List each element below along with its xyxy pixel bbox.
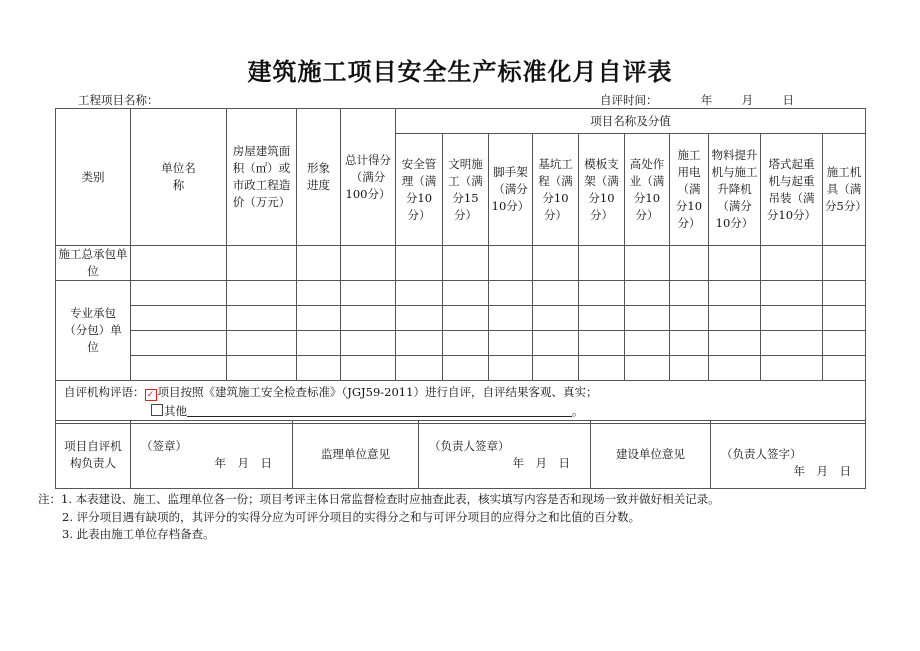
- score-cell[interactable]: [761, 246, 823, 281]
- score-cell[interactable]: [396, 246, 443, 281]
- header-progress: 形象进度: [297, 109, 341, 246]
- option1-text: 项目按照《建筑施工安全检查标准》（JGJ59-2011）进行自评，自评结果客观、真实；: [157, 385, 598, 399]
- self-eval-head-label: 项目自评机构负责人: [56, 421, 131, 489]
- header-item: 脚手架（满分10分）: [489, 134, 533, 246]
- score-cell[interactable]: [341, 356, 396, 381]
- score-cell[interactable]: [625, 306, 670, 331]
- score-cell[interactable]: [761, 306, 823, 331]
- header-item: 施工机具（满分5分）: [823, 134, 866, 246]
- supervisor-sign-cell[interactable]: [419, 421, 591, 489]
- score-cell[interactable]: [131, 246, 227, 281]
- option1-checkbox[interactable]: ✓: [145, 389, 157, 401]
- score-cell[interactable]: [709, 306, 761, 331]
- score-cell[interactable]: [533, 306, 579, 331]
- signature-table: [55, 420, 866, 489]
- score-cell[interactable]: [297, 281, 341, 306]
- score-cell[interactable]: [533, 281, 579, 306]
- score-cell[interactable]: [227, 356, 297, 381]
- score-cell[interactable]: [443, 331, 489, 356]
- sign-date: 年 月 日: [793, 463, 851, 478]
- self-eval-date: [600, 92, 794, 108]
- score-cell[interactable]: [761, 331, 823, 356]
- score-cell[interactable]: [131, 306, 227, 331]
- header-item: 高处作业（满分10分）: [625, 134, 670, 246]
- score-cell[interactable]: [533, 331, 579, 356]
- score-cell[interactable]: [341, 306, 396, 331]
- score-cell[interactable]: [625, 331, 670, 356]
- header-total: 总计得分（满分100分）: [341, 109, 396, 246]
- score-cell[interactable]: [297, 306, 341, 331]
- day-label: 日: [782, 93, 794, 107]
- score-cell[interactable]: [443, 356, 489, 381]
- score-cell[interactable]: [579, 281, 625, 306]
- score-cell[interactable]: [579, 306, 625, 331]
- score-cell[interactable]: [579, 246, 625, 281]
- header-unit-name: 单位名称: [131, 109, 227, 246]
- row-general-contractor: 施工总承包单位: [56, 246, 131, 281]
- header-item: 塔式起重机与起重吊装（满分10分）: [761, 134, 823, 246]
- page-title: 建筑施工项目安全生产标准化月自评表: [247, 57, 673, 86]
- other-input-line[interactable]: [187, 404, 572, 417]
- score-cell[interactable]: [625, 246, 670, 281]
- score-cell[interactable]: [670, 331, 709, 356]
- header-item: 基坑工程（满分10分）: [533, 134, 579, 246]
- score-cell[interactable]: [533, 356, 579, 381]
- score-cell[interactable]: [131, 356, 227, 381]
- self-eval-comment: [56, 381, 866, 424]
- score-cell[interactable]: [443, 306, 489, 331]
- score-cell[interactable]: [823, 246, 866, 281]
- score-cell[interactable]: [761, 356, 823, 381]
- score-cell[interactable]: [489, 331, 533, 356]
- project-name-label: 工程项目名称：: [78, 93, 159, 107]
- note-2: 2. 评分项目遇有缺项的，其评分的实得分应为可评分项目的实得分之和与可评分项目的应得分之和比值的百分数。: [62, 509, 641, 524]
- year-label: 年: [700, 93, 713, 107]
- score-cell[interactable]: [341, 331, 396, 356]
- note-3: 3. 此表由施工单位存档备查。: [62, 527, 215, 541]
- score-cell[interactable]: [131, 331, 227, 356]
- score-cell[interactable]: [131, 281, 227, 306]
- header-item: 文明施工（满分15分）: [443, 134, 489, 246]
- score-cell[interactable]: [227, 331, 297, 356]
- builder-sign-label: （负责人签字）: [721, 446, 802, 461]
- note-1: 注：1. 本表建设、施工、监理单位各一份；项目考评主体日常监督检查时应抽查此表，核实填写内容是否和现场一致并做好相关记录。: [38, 492, 720, 506]
- score-cell[interactable]: [297, 331, 341, 356]
- supervisor-opinion-label: 监理单位意见: [293, 421, 419, 489]
- comment-label: 自评机构评语：: [64, 385, 145, 399]
- score-cell[interactable]: [709, 281, 761, 306]
- notes: [38, 491, 720, 544]
- score-cell[interactable]: [489, 306, 533, 331]
- score-cell[interactable]: [533, 246, 579, 281]
- score-cell[interactable]: [709, 331, 761, 356]
- score-cell[interactable]: [396, 306, 443, 331]
- option2-end: 。: [572, 404, 584, 418]
- seal-label: （签章）: [141, 438, 187, 453]
- score-cell[interactable]: [443, 246, 489, 281]
- header-area: 房屋建筑面积（㎡）或市政工程造价（万元）: [227, 109, 297, 246]
- header-item: 物料提升机与施工升降机（满分10分）: [709, 134, 761, 246]
- supervisor-sign-label: （负责人签章）: [429, 438, 510, 453]
- score-cell[interactable]: [670, 306, 709, 331]
- self-eval-sign-cell[interactable]: [131, 421, 293, 489]
- score-cell[interactable]: [489, 246, 533, 281]
- score-cell[interactable]: [670, 246, 709, 281]
- score-cell[interactable]: [761, 281, 823, 306]
- score-cell[interactable]: [709, 246, 761, 281]
- score-cell[interactable]: [396, 356, 443, 381]
- score-cell[interactable]: [823, 356, 866, 381]
- score-cell[interactable]: [670, 356, 709, 381]
- header-item: 施工用电（满分10分）: [670, 134, 709, 246]
- score-cell[interactable]: [297, 246, 341, 281]
- sign-date: 年 月 日: [512, 455, 570, 470]
- score-cell[interactable]: [709, 356, 761, 381]
- score-cell[interactable]: [341, 246, 396, 281]
- sign-date: 年 月 日: [214, 455, 272, 470]
- score-cell[interactable]: [297, 356, 341, 381]
- date-label: 自评时间：: [600, 93, 658, 107]
- score-cell[interactable]: [341, 281, 396, 306]
- option2-text: 其他: [164, 404, 187, 418]
- score-cell[interactable]: [396, 281, 443, 306]
- header-items-group: 项目名称及分值: [396, 109, 866, 134]
- score-cell[interactable]: [489, 356, 533, 381]
- month-label: 月: [741, 93, 754, 107]
- score-cell[interactable]: [227, 246, 297, 281]
- header-category: 类别: [56, 109, 131, 246]
- score-cell[interactable]: [396, 331, 443, 356]
- header-item: 模板支架（满分10分）: [579, 134, 625, 246]
- score-cell[interactable]: [625, 356, 670, 381]
- score-cell[interactable]: [227, 306, 297, 331]
- score-cell[interactable]: [579, 356, 625, 381]
- option2-checkbox[interactable]: [151, 404, 163, 416]
- score-cell[interactable]: [823, 306, 866, 331]
- score-cell[interactable]: [443, 281, 489, 306]
- score-cell[interactable]: [227, 281, 297, 306]
- score-cell[interactable]: [823, 281, 866, 306]
- builder-opinion-label: 建设单位意见: [591, 421, 711, 489]
- header-item: 安全管理（满分10分）: [396, 134, 443, 246]
- row-specialty-contractor: 专业承包（分包）单位: [56, 281, 131, 381]
- score-cell[interactable]: [625, 281, 670, 306]
- score-cell[interactable]: [823, 331, 866, 356]
- score-cell[interactable]: [670, 281, 709, 306]
- builder-sign-cell[interactable]: [711, 421, 866, 489]
- score-table: [55, 108, 866, 424]
- score-cell[interactable]: [489, 281, 533, 306]
- score-cell[interactable]: [579, 331, 625, 356]
